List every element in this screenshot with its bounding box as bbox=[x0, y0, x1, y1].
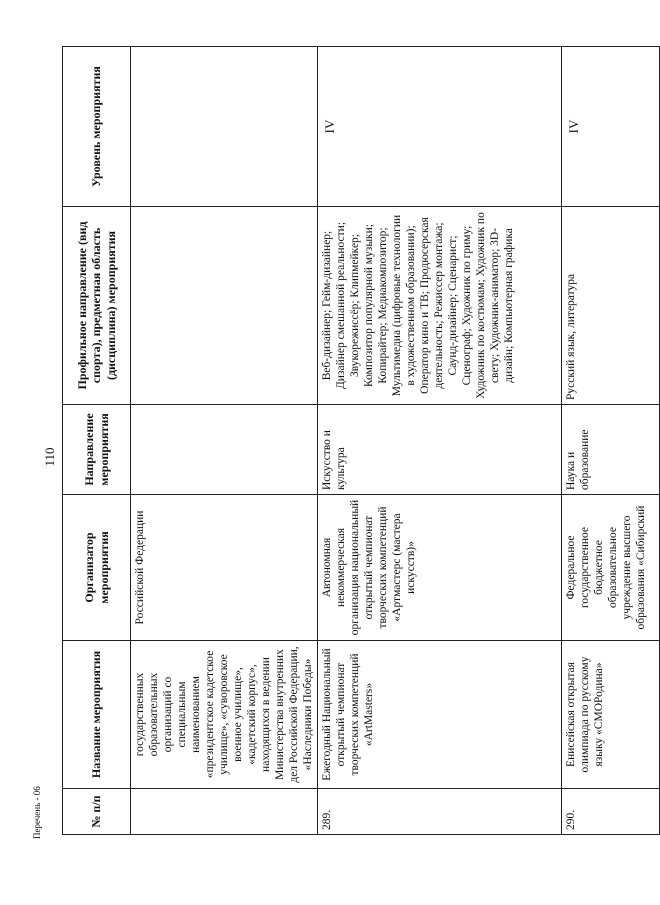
cell-profile: Русский язык, литература bbox=[562, 207, 660, 405]
header-num: № п/п bbox=[63, 789, 131, 835]
cell-profile bbox=[131, 207, 318, 405]
header-level: Уровень мероприятия bbox=[63, 47, 131, 207]
header-name: Название мероприятия bbox=[63, 641, 131, 789]
table-row bbox=[318, 47, 562, 835]
cell-organizer: Автономная некоммерческая организация национальный открытый чемпионат творческих компетенций «Артмастерс (мастера искусств)» bbox=[318, 495, 562, 641]
table-row bbox=[562, 47, 660, 835]
table-row bbox=[131, 47, 318, 835]
cell-level: IV bbox=[562, 47, 660, 207]
header-profile: Профильное направление (вид спорта), предметная область (дисциплина) мероприятия bbox=[63, 207, 131, 405]
cell-profile: Веб-дизайнер; Гейм-дизайнер; Дизайнер смешанной реальности; Звукорежиссёр; Клипмейкер; Композитор популярной музыки; Копирайтер; Медиакомпозитор; Мультимедиа (цифровые технологии в художественном образовании); Оператор кино и ТВ; Продюсерская деятельность; Режиссер монтажа; Саунд-дизайнер; Сценарист; Сценограф; Художник по гриму; Художник по костюмам; Художник по свету; Художник-аниматор; 3D-дизайн; Компьютерная графика bbox=[318, 207, 562, 405]
cell-direction: Наука и образование bbox=[562, 405, 660, 495]
header-direction: Направление мероприятия bbox=[63, 405, 131, 495]
cell-level: IV bbox=[318, 47, 562, 207]
cell-num bbox=[131, 789, 318, 835]
cell-level bbox=[131, 47, 318, 207]
cell-num: 290. bbox=[562, 789, 660, 835]
events-table-frame bbox=[62, 47, 648, 835]
cell-name: Ежегодный Национальный открытый чемпионат творческих компетенций «ArtMasters» bbox=[318, 641, 562, 789]
page-number: 110 bbox=[42, 447, 57, 467]
cell-num: 289. bbox=[318, 789, 562, 835]
cell-name: Енисейская открытая олимпиада по русскому языку «СМОРодина» bbox=[562, 641, 660, 789]
events-table bbox=[62, 46, 660, 835]
cell-organizer: Российской Федерации bbox=[131, 495, 318, 641]
header-organizer: Организатор мероприятия bbox=[63, 495, 131, 641]
cell-direction: Искусство и культура bbox=[318, 405, 562, 495]
cell-name: государственных образовательных организаций со специальным наименованием «президентское кадетское училище», «суворовское военное училище», «кадетский корпус», находящихся в ведении Министерства внутренних дел Российской Федерации, «Наследники Победы» bbox=[131, 641, 318, 789]
table-header-row bbox=[63, 47, 131, 835]
footer-doc-label: Перечень - 06 bbox=[32, 786, 42, 839]
cell-direction bbox=[131, 405, 318, 495]
cell-organizer: Федеральное государственное бюджетное образовательное учреждение высшего образования «Сибирский bbox=[562, 495, 660, 641]
